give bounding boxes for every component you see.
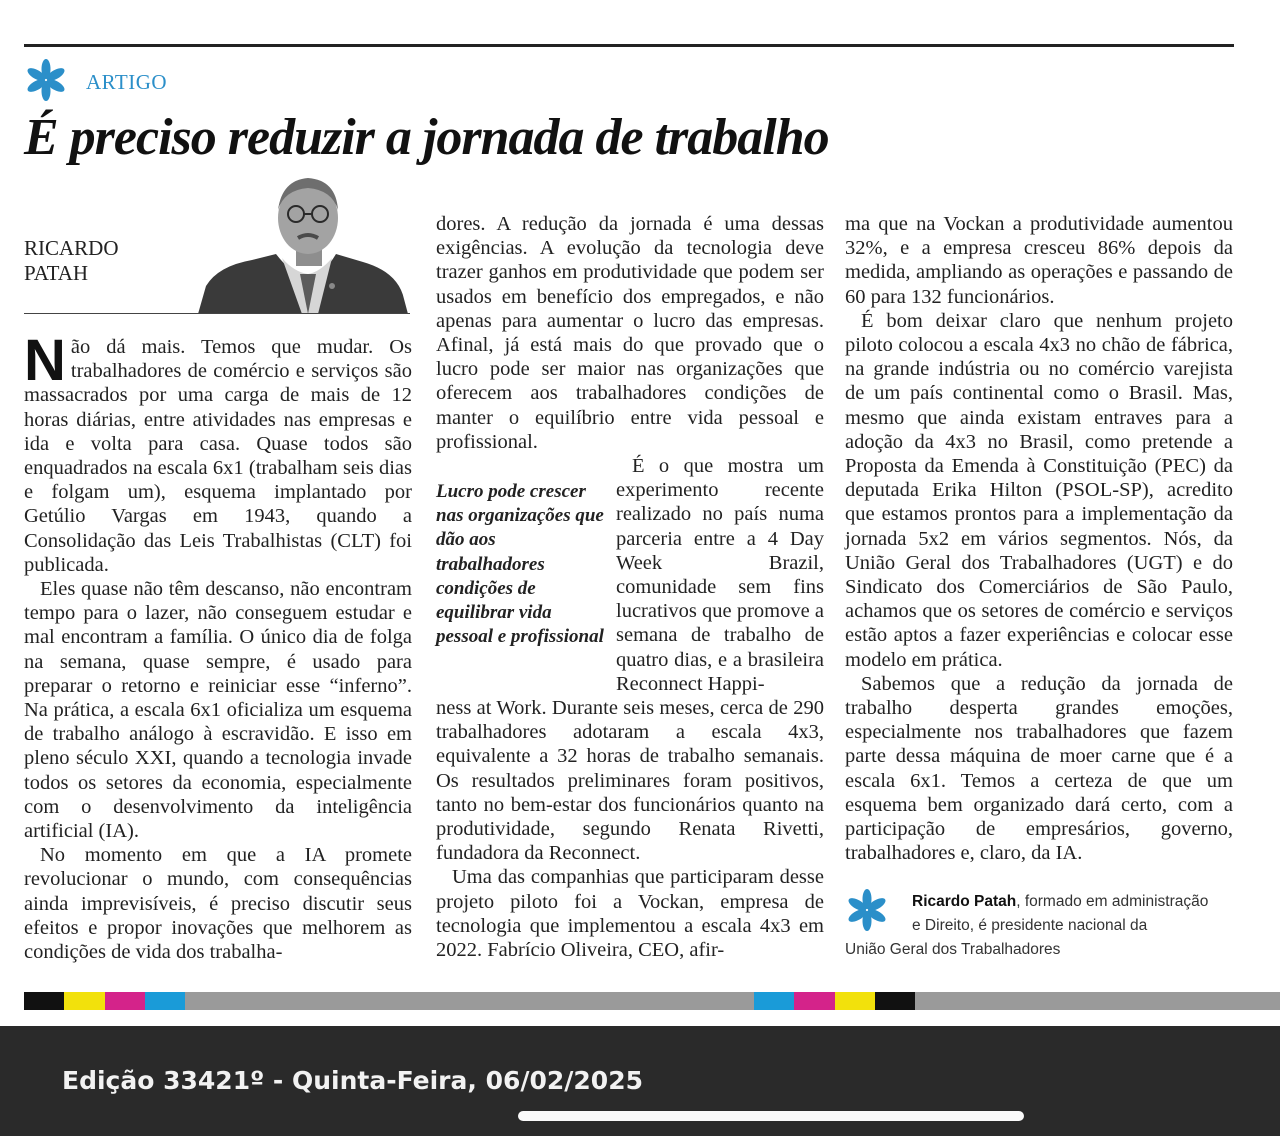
section-label: ARTIGO [86, 70, 168, 94]
paragraph-7: É bom deixar claro que nenhum projeto piloto colocou a escala 4x3 no chão de fábrica, na grande indústria ou no comércio varejista de um país continental como o Brasil. Mas, mesmo que ainda existam entraves para a adoção da 4x3 no Brasil, como pretende a Proposta da Emenda à Constituição (PEC) da deputada Erika Hilton (PSOL-SP), acredito que estamos prontos para a implementação da jornada 5x2 em vários segmentos. Nós, da União Geral dos Trabalhadores (UGT) e do Sindicato dos Comerciários de São Paulo, achamos que os setores de comércio e serviços estão aptos a fazer experiências e colocar esse modelo em prática. [845, 309, 1233, 671]
author-portrait [198, 174, 408, 314]
article-column-1 [24, 328, 412, 964]
pull-quote: Lucro pode crescer nas organizações que dão aos trabalhadores condições de equilibrar vida pessoal e profissional [436, 481, 604, 648]
color-swatch-gray [915, 992, 1280, 1010]
author-bio [845, 890, 1225, 962]
edition-label: Edição 33421º - Quinta-Feira, 06/02/2025 [62, 1066, 643, 1095]
home-indicator[interactable] [518, 1111, 1024, 1121]
paragraph-3: No momento em que a IA promete revolucionar o mundo, com consequências ainda imprevisíveis, é preciso discutir seus efeitos e propor inovações que melhorem as condições de vida dos trabalha- [24, 844, 412, 964]
drop-cap: N [24, 328, 66, 393]
paragraph-6-cont: ma que na Vockan a produtividade aumentou 32%, e a empresa cresceu 86% depois da medida, ampliando as operações e passando de 60 para 132 funcionários. [845, 213, 1233, 308]
article-column-2-bottom [436, 696, 824, 962]
paragraph-4: dores. A redução da jornada é uma dessas exigências. A evolução da tecnologia deve trazer ganhos em produtividade que podem ser usados em benefício dos empregados, e não apenas para aumentar o lucro das empresas. Afinal, já está mais do que provado que o lucro pode ser maior nas organizações que oferecem aos trabalhadores condições de manter o equilíbrio entre vida pessoal e profissional. [436, 213, 824, 453]
print-color-bar [24, 992, 1280, 1010]
article-column-3 [845, 212, 1233, 865]
paragraph-5-cont: ness at Work. Durante seis meses, cerca de 290 trabalhadores adotaram a escala 4x3, equivalente a 32 horas de trabalho semanais. Os resultados preliminares foram positivos, tanto no bem-estar dos funcionários quanto na produtividade, segundo Renata Rivetti, fundadora da Reconnect. [436, 697, 824, 865]
author-last-name: PATAH [24, 261, 89, 285]
author-divider [24, 313, 410, 314]
paragraph-1 [24, 328, 412, 577]
color-swatch-cyan [754, 992, 794, 1010]
paragraph-2: Eles quase não têm descanso, não encontram tempo para o lazer, não conseguem estudar e mal encontram a família. O único dia de folga na semana, quase sempre, é usado para preparar o retorno e reiniciar esse “inferno”. Na prática, a escala 6x1 oficializa um esquema de trabalho análogo à escravidão. E isso em pleno século XXI, quando a tecnologia invade todos os setores da economia, especialmente com o desenvolvimento da inteligência artificial (IA). [24, 578, 412, 843]
asterisk-icon [24, 58, 68, 102]
bio-line-2: e Direito, é presidente nacional da [912, 917, 1148, 934]
top-rule [24, 44, 1234, 47]
article-column-2-top [436, 212, 824, 454]
bio-text-1: , formado em administração [1016, 893, 1209, 910]
paragraph-1-text: ão dá mais. Temos que mudar. Os trabalhadores de comércio e serviços são massacrados por uma carga de mais de 12 horas diárias, entre atividades nas empresas e ida e volta para casa. Quase todos são enquadrados na escala 6x1 (trabalham seis dias e folgam um), esquema implantado por Getúlio Vargas em 1943, quando a Consolidação das Leis Trabalhistas (CLT) foi publicada. [24, 336, 412, 576]
paragraph-6: Uma das companhias que participaram desse projeto piloto foi a Vockan, empresa de tecnologia que implementou a escala 4x3 em 2022. Fabrício Oliveira, CEO, afir- [436, 866, 824, 962]
author-byline [24, 236, 134, 286]
color-swatch-black [24, 992, 64, 1010]
color-swatch-yellow [835, 992, 875, 1010]
color-swatch-magenta [105, 992, 145, 1010]
bio-name: Ricardo Patah [912, 893, 1017, 910]
color-swatch-gray [185, 992, 754, 1010]
bio-line-1 [845, 890, 1225, 914]
color-swatch-magenta [794, 992, 835, 1010]
headline: É preciso reduzir a jornada de trabalho [24, 109, 829, 166]
paragraph-8: Sabemos que a redução da jornada de trabalho desperta grandes emoções, especialmente nos trabalhadores que fazem parte dessa máquina de moer carne que é a escala 6x1. Temos a certeza de que um esquema bem organizado dará certo, com a participação de empresários, governo, trabalhadores e, claro, da IA. [845, 672, 1233, 865]
article-column-2-middle [616, 454, 824, 696]
color-swatch-yellow [64, 992, 105, 1010]
author-first-name: RICARDO [24, 236, 119, 260]
paragraph-5: É o que mostra um experimento recente realizado no país numa parceria entre a 4 Day Week Brazil, comunidade sem fins lucrativos que promove a semana de trabalho de quatro dias, e a brasileira Reconnect Happi- [616, 455, 824, 695]
color-swatch-cyan [145, 992, 185, 1010]
color-swatch-black [875, 992, 915, 1010]
bio-line-3: União Geral dos Trabalhadores [845, 941, 1061, 958]
